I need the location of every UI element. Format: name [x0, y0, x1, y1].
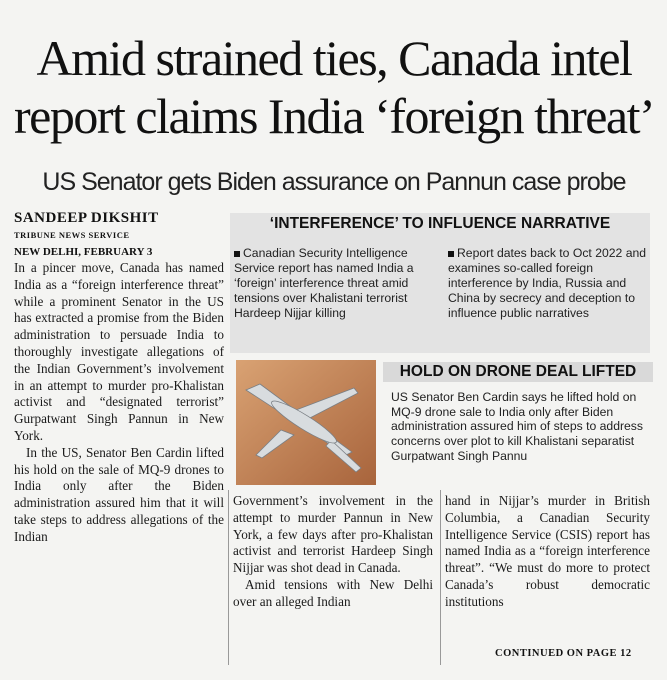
byline-service: TRIBUNE NEWS SERVICE [14, 230, 130, 240]
article-paragraph: hand in Nijjar’s murder in British Columbia, a Canadian Security Intelligence Service (CSIS) report has named India as a “foreign interference threat”. “We must do more to protect Canada’s robust democratic institutions [445, 493, 650, 609]
article-column-2 [233, 493, 433, 611]
column-divider [440, 490, 441, 665]
drone-box-title: HOLD ON DRONE DEAL LIFTED [383, 362, 653, 382]
article-paragraph: Government’s involvement in the attempt to murder Pannun in New York, a few days after pro-Khalistan activist and terrorist Hardeep Singh Nijjar was shot dead in Canada. [233, 493, 433, 576]
sidebar-box [230, 213, 650, 353]
article-paragraph: In the US, Senator Ben Cardin lifted his hold on the sale of MQ-9 drones to India only after the Biden administration assured him that it will take steps to address allegations of the Indian [14, 444, 224, 544]
column-divider [228, 490, 229, 665]
headline-line-2: report claims India ‘foreign threat’ [14, 88, 655, 144]
sidebar-bullet-1: Canadian Security Intelligence Service report has named India a ‘foreign’ interference threat amid tensions over Khalistani terrorist Hardeep Nijjar killing [234, 246, 414, 320]
article-paragraph: Amid tensions with New Delhi over an alleged Indian [233, 576, 433, 609]
headline-line-1: Amid strained ties, Canada intel [36, 30, 632, 86]
continued-on-page: CONTINUED ON PAGE 12 [495, 648, 632, 659]
drone-box-text: US Senator Ben Cardin says he lifted hold on MQ-9 drone sale to India only after Biden administration assured him of steps to address concerns over plot to kill Khalistani separatist Gurpatwant Singh Pannu [391, 390, 643, 463]
dateline: NEW DELHI, FEBRUARY 3 [14, 246, 153, 258]
sidebar-title: ‘INTERFERENCE’ TO INFLUENCE NARRATIVE [269, 215, 611, 232]
byline-author: SANDEEP DIKSHIT [14, 210, 159, 226]
drone-illustration [236, 360, 376, 485]
bullet-square-icon [234, 251, 240, 257]
subheadline: US Senator gets Biden assurance on Pannun case probe [42, 168, 626, 196]
bullet-square-icon [448, 251, 454, 257]
article-paragraph: In a pincer move, Canada has named India as a “foreign interference threat” while a prominent Senator in the US has extracted a promise from the Biden administration to persuade India to thoroughly investigate allegations of the Indian Government’s involvement in an attempt to murder pro-Khalistan activist and “designated terrorist” Gurpatwant Singh Pannun in New York. [14, 260, 224, 443]
article-column-3 [445, 493, 650, 611]
drone-photo [236, 360, 376, 485]
article-column-1 [14, 260, 224, 546]
drone-deal-box [233, 360, 653, 485]
sidebar-bullet-2: Report dates back to Oct 2022 and examines so-called foreign interference by India, Russia and China by secrecy and deception to influence public narratives [448, 246, 647, 320]
